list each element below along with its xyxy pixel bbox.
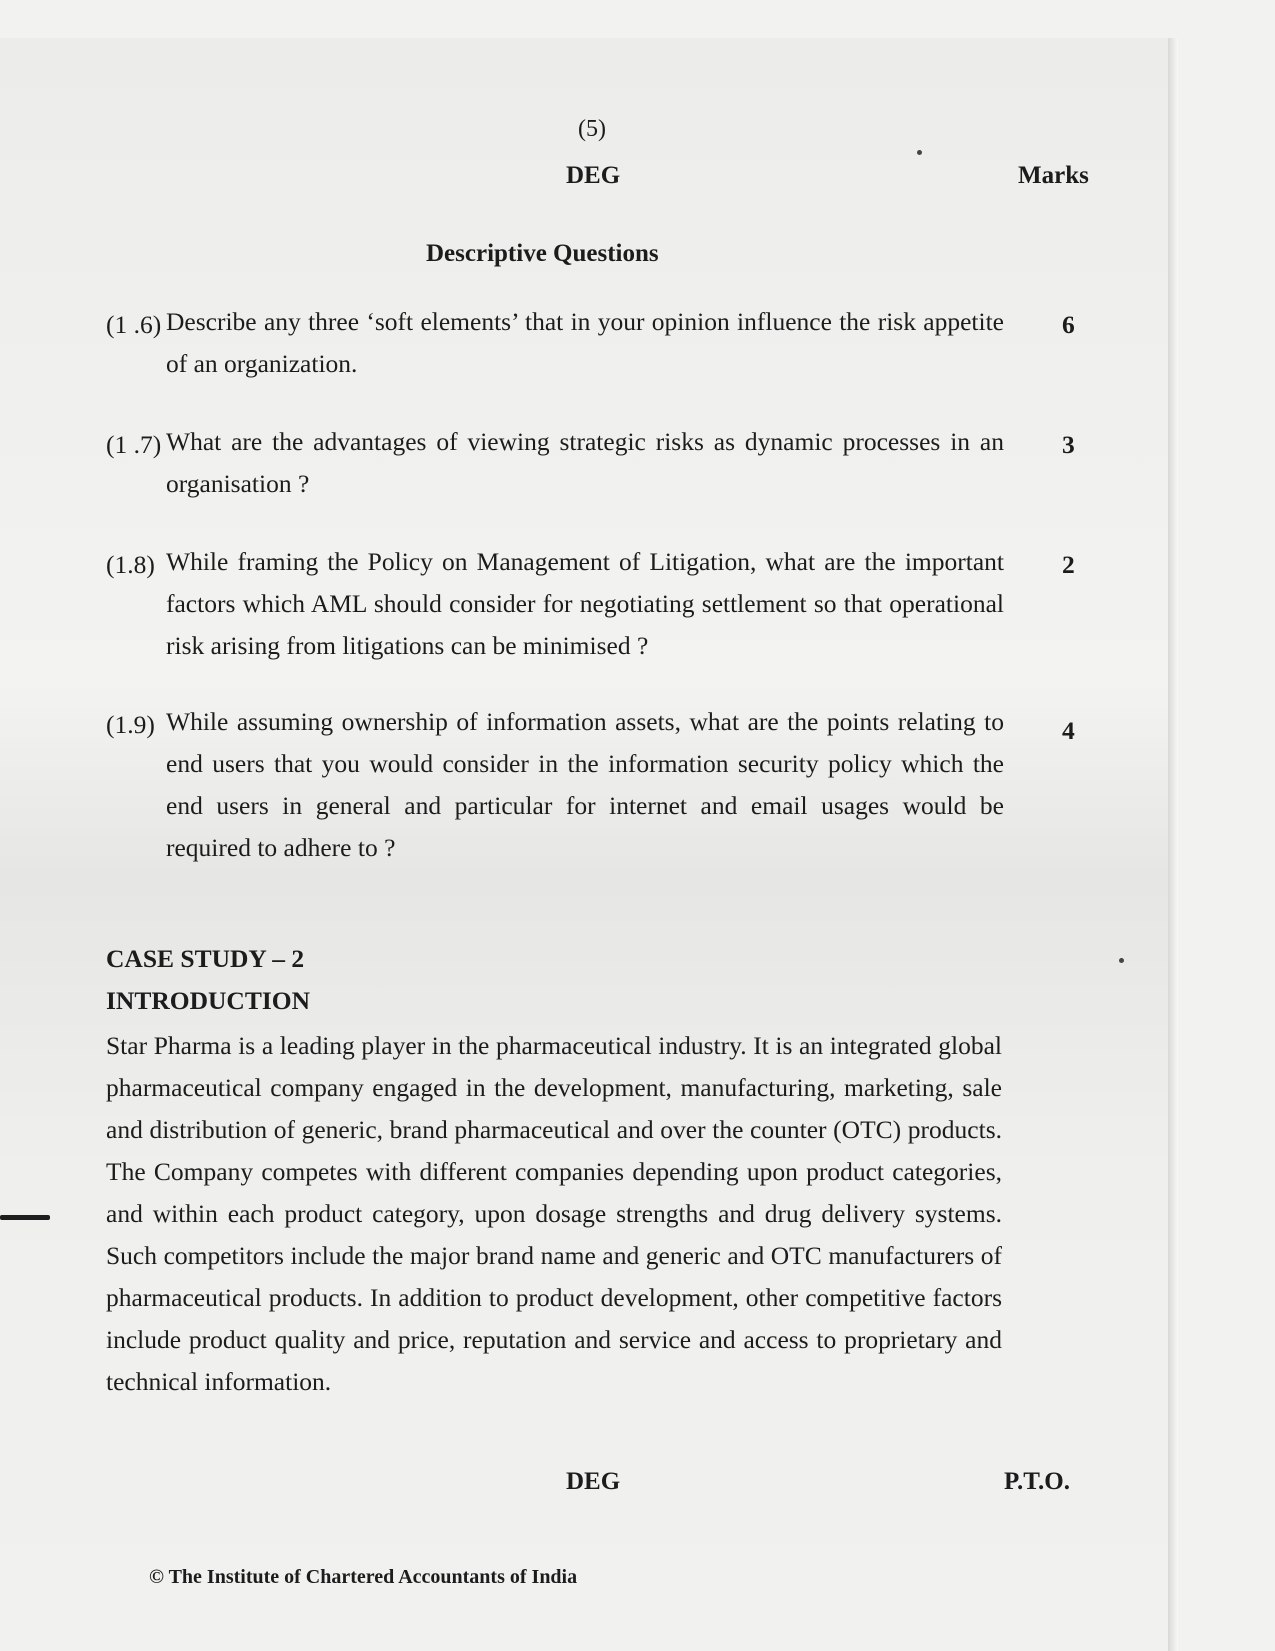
paper-code-footer: DEG — [566, 1468, 621, 1495]
question-text: While assuming ownership of information assets, what are the points relating to end users that you would consider in the information security policy which the end users in general and particular for internet and email usages would be required to adhere to ? — [166, 707, 1004, 862]
question-marks: 2 — [1062, 550, 1075, 579]
question-marks: 4 — [1062, 716, 1075, 745]
introduction-heading: INTRODUCTION — [106, 986, 311, 1015]
marks-column-header: Marks — [1018, 162, 1089, 189]
scan-speck — [1119, 958, 1124, 963]
please-turn-over: P.T.O. — [1004, 1468, 1070, 1495]
page-number: (5) — [578, 116, 606, 142]
question-number: (1.8) — [106, 550, 155, 579]
scan-mark — [0, 1215, 50, 1220]
section-title: Descriptive Questions — [426, 240, 659, 267]
copyright-notice: © The Institute of Chartered Accountants of India — [149, 1566, 578, 1588]
scan-speck — [917, 150, 922, 155]
question-number: (1.9) — [106, 710, 155, 739]
case-study-paragraph: Star Pharma is a leading player in the pharmaceutical industry. It is an integrated global pharmaceutical company engaged in the development, manufacturing, marketing, sale and distribution of generic, brand pharmaceutical and over the counter (OTC) products. The Company competes with different companies depending upon product categories, and within each product category, upon dosage strengths and drug delivery systems. Such competitors include the major brand name and generic and OTC manufacturers of pharmaceutical products. In addition to product development, other competitive factors include product quality and price, reputation and service and access to proprietary and technical information. — [106, 1031, 1002, 1396]
question-text: Describe any three ‘soft elements’ that in your opinion influence the risk appetite of an organization. — [166, 307, 1004, 378]
question-number: (1 .6) — [106, 310, 162, 339]
question-marks: 3 — [1062, 430, 1075, 459]
question-text: While framing the Policy on Management of Litigation, what are the important factors which AML should consider for negotiating settlement so that operational risk arising from litigations can be minimised ? — [166, 547, 1004, 660]
paper-code-header: DEG — [566, 162, 621, 189]
question-number: (1 .7) — [106, 430, 162, 459]
question-text: What are the advantages of viewing strategic risks as dynamic processes in an organisation ? — [166, 427, 1004, 498]
question-marks: 6 — [1062, 310, 1075, 339]
case-study-title: CASE STUDY – 2 — [106, 944, 305, 973]
page-edge — [1168, 38, 1178, 1651]
